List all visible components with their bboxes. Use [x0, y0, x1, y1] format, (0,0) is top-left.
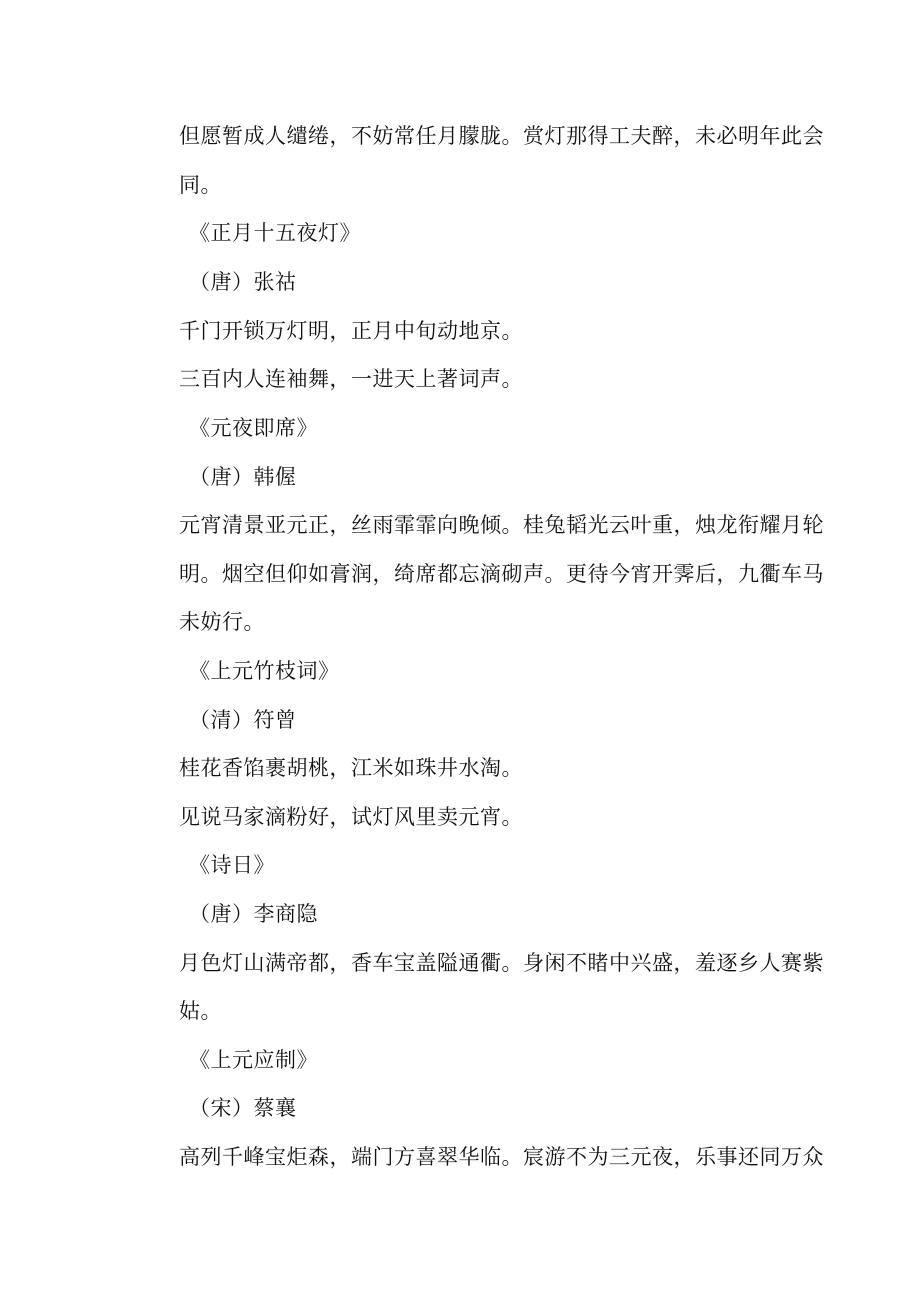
- poem-author: （清）符曾: [189, 708, 297, 732]
- poem-text-line: 千门开锁万灯明，正月中旬动地京。: [179, 319, 523, 343]
- poem-author: （唐）李商隐: [189, 902, 318, 926]
- poem-author: （唐）韩偓: [189, 465, 297, 489]
- poem-text-line: 但愿暂成人缱绻，不妨常任月朦胧。赏灯那得工夫醉，未必明年此会: [179, 124, 824, 148]
- poem-text-line: 桂花香馅裹胡桃，江米如珠井水淘。: [179, 756, 523, 780]
- poem-title: 《上元应制》: [189, 1048, 318, 1072]
- poem-text-line: 三百内人连袖舞，一进天上著词声。: [179, 367, 523, 391]
- poem-title: 《元夜即席》: [189, 416, 318, 440]
- poem-title: 《正月十五夜灯》: [189, 221, 361, 245]
- poem-text-line: 元宵清景亚元正，丝雨霏霏向晚倾。桂兔韬光云叶重，烛龙衔耀月轮: [179, 513, 824, 537]
- poem-text-line: 同。: [179, 173, 222, 197]
- poem-title: 《上元竹枝词》: [189, 659, 340, 683]
- poem-text-line: 高列千峰宝炬森，端门方喜翠华临。宸游不为三元夜，乐事还同万众: [179, 1145, 824, 1169]
- poem-text-line: 未妨行。: [179, 610, 265, 634]
- poem-author: （宋）蔡襄: [189, 1096, 297, 1120]
- poem-title: 《诗日》: [189, 853, 275, 877]
- poem-author: （唐）张祜: [189, 270, 297, 294]
- poem-text-line: 月色灯山满帝都，香车宝盖隘通衢。身闲不睹中兴盛，羞逐乡人赛紫: [179, 951, 824, 975]
- poem-text-line: 明。烟空但仰如膏润，绮席都忘滴砌声。更待今宵开霁后，九衢车马: [179, 562, 824, 586]
- poem-text-line: 姑。: [179, 999, 222, 1023]
- poem-text-line: 见说马家滴粉好，试灯风里卖元宵。: [179, 805, 523, 829]
